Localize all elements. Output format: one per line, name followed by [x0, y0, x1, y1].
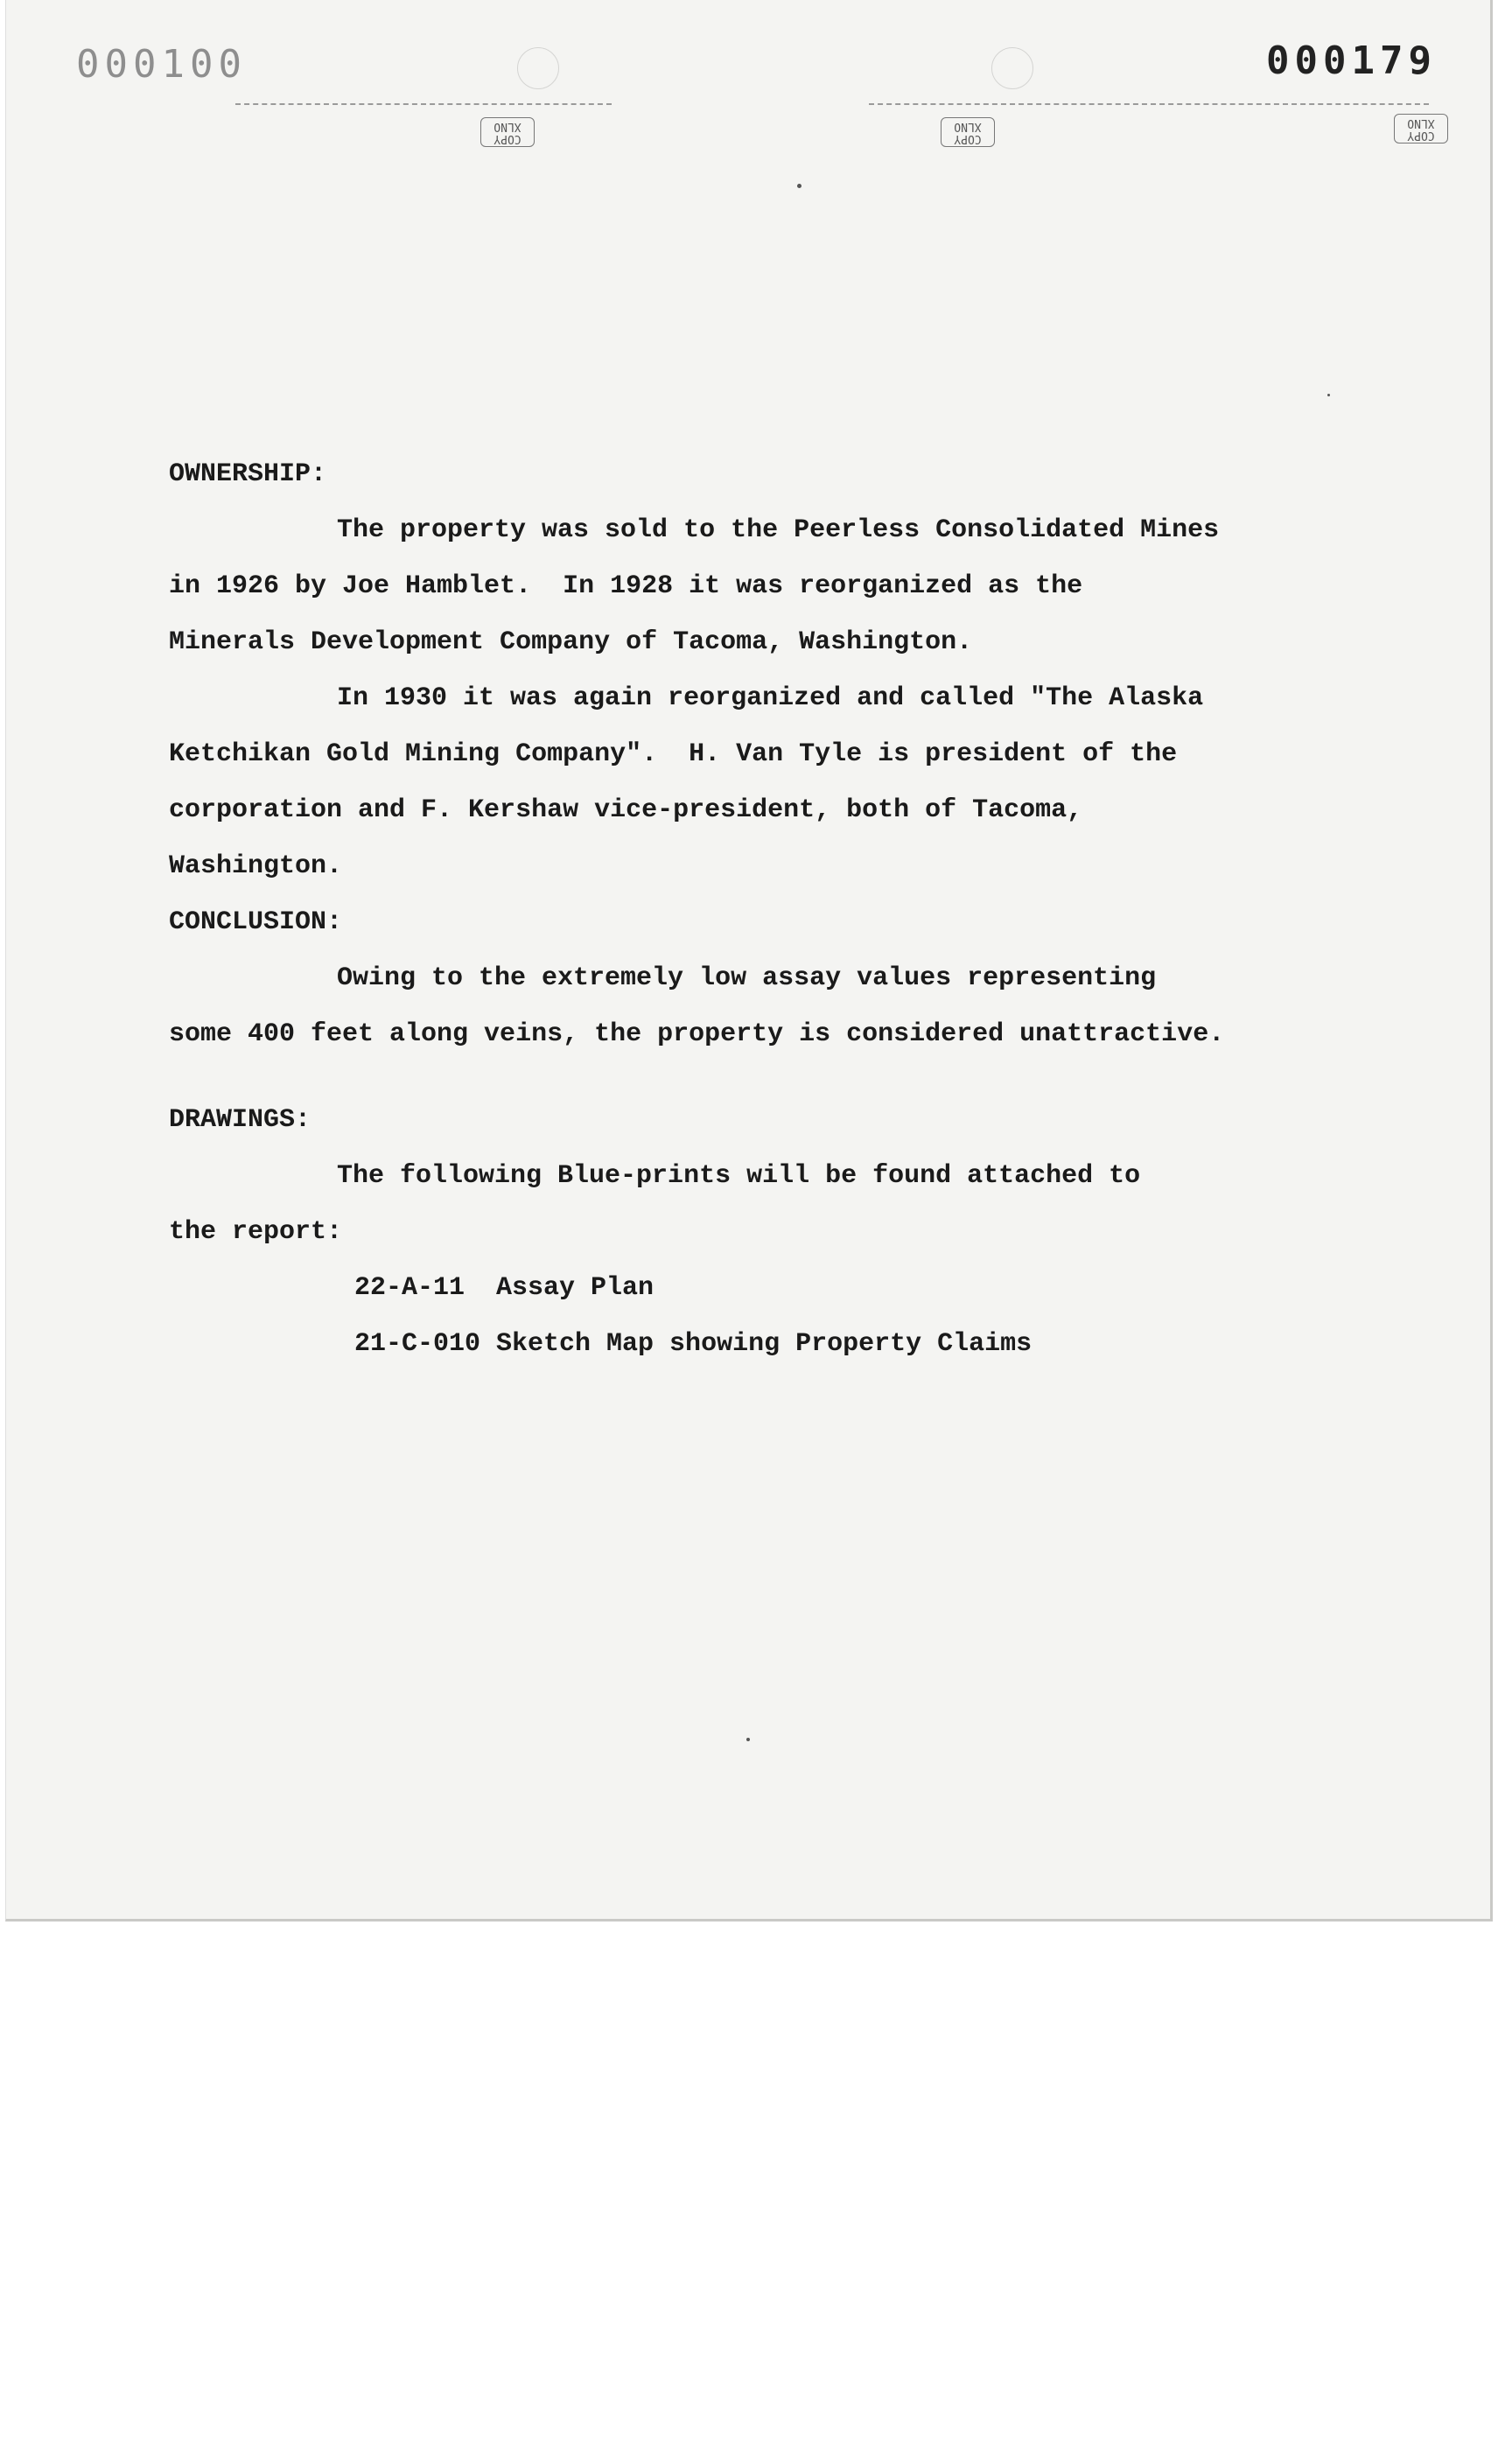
section-heading-ownership: OWNERSHIP: — [169, 459, 327, 489]
body-line: the report: — [169, 1217, 343, 1247]
section-heading-drawings: DRAWINGS: — [169, 1105, 312, 1135]
document-page — [5, 0, 1493, 1922]
body-line: Owing to the extremely low assay values representing — [337, 963, 1157, 993]
body-line: Ketchikan Gold Mining Company". H. Van Tyle is president of the — [169, 739, 1178, 769]
body-line: The following Blue-prints will be found attached to — [337, 1161, 1141, 1191]
body-line: Washington. — [169, 851, 343, 881]
body-line: Minerals Development Company of Tacoma, Washington. — [169, 627, 973, 657]
body-line: corporation and F. Kershaw vice-president, both of Tacoma, — [169, 795, 1083, 825]
body-line: The property was sold to the Peerless Consolidated Mines — [337, 515, 1220, 545]
page-number-stamp-right: 000179 — [1266, 38, 1437, 83]
copy-stamp: COPY XLNO — [480, 117, 535, 147]
punch-hole-mark — [517, 47, 559, 89]
body-line: some 400 feet along veins, the property is considered unattractive. — [169, 1019, 1225, 1049]
copy-stamp: COPY XLNO — [1394, 114, 1448, 144]
ink-speck — [1327, 394, 1330, 396]
punch-hole-mark — [991, 47, 1033, 89]
section-heading-conclusion: CONCLUSION: — [169, 907, 343, 937]
document-body — [169, 446, 1333, 1372]
blank-area — [0, 1948, 1512, 2450]
drawing-list-item: 22-A-11 Assay Plan — [354, 1273, 654, 1303]
perforation-line — [869, 103, 1429, 105]
body-line: in 1926 by Joe Hamblet. In 1928 it was reorganized as the — [169, 571, 1083, 601]
ink-speck — [797, 184, 802, 188]
drawing-list-item: 21-C-010 Sketch Map showing Property Claims — [354, 1329, 1032, 1359]
perforation-line — [235, 103, 612, 105]
page-number-stamp-left: 000100 — [76, 42, 247, 87]
copy-stamp: COPY XLNO — [941, 117, 995, 147]
ink-speck — [746, 1738, 750, 1741]
body-line: In 1930 it was again reorganized and called "The Alaska — [337, 683, 1204, 713]
